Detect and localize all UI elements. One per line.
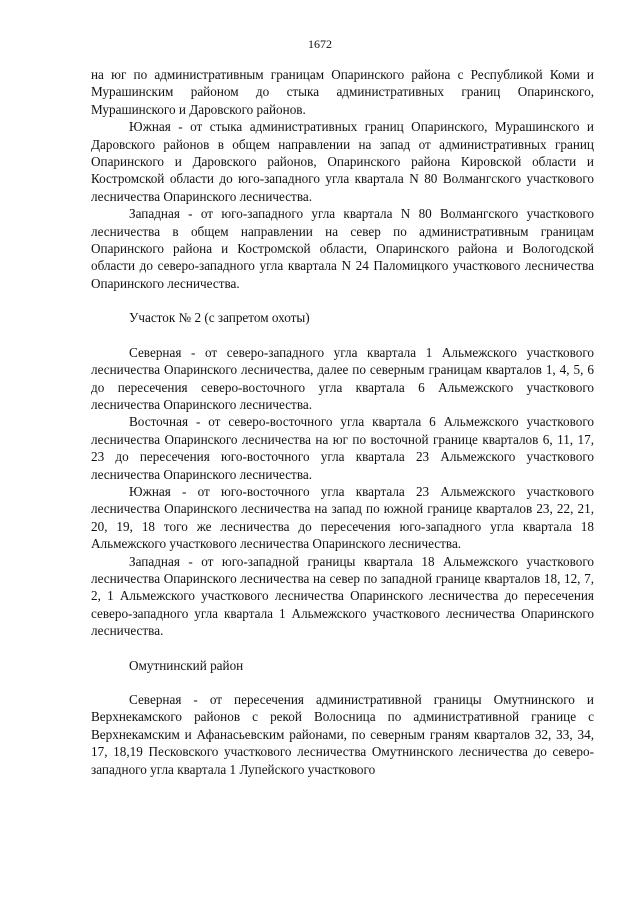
- paragraph-south-boundary: Южная - от юго-восточного угла квартала 23 Альмежского участкового лесничества Опаринского лесничества на запад по южной границе кварталов 23, 22, 21, 20, 19, 18 того же лесничества до пересечения юго-западного угла квартала 18 Альмежского участкового лесничества Опаринского лесничества.: [91, 483, 594, 552]
- paragraph-east-boundary: Восточная - от северо-восточного угла квартала 6 Альмежского участкового лесничества Опаринского лесничества на юг по восточной границе кварталов 6, 11, 17, 23 до пересечения юго-восточного угла квартала 23 Альмежского участкового лесничества Опаринского лесничества.: [91, 414, 594, 482]
- paragraph-north-boundary: Северная - от северо-западного угла квартала 1 Альмежского участкового лесничества Опаринского лесничества, далее по северным границам кварталов 1, 4, 5, 6 до пересечения северо-восточного угла квартала 6 Альмежского участкового лесничества Опаринского лесничества.: [91, 344, 594, 412]
- spacer: [91, 640, 594, 657]
- page-number: 1672: [308, 37, 332, 51]
- spacer: [91, 327, 594, 344]
- spacer: [91, 292, 594, 309]
- document-body: [91, 66, 594, 778]
- spacer: [91, 674, 594, 691]
- paragraph-west-boundary: Западная - от юго-западного угла квартала N 80 Волмангского участкового лесничества в общем направлении на север по административным границам Опаринского района и Костромской области, Опаринского района и Вологодской области до северо-западного угла квартала N 24 Паломицкого участкового лесничества Опаринского лесничества.: [91, 206, 594, 291]
- section-heading-plot-2: Участок № 2 (с запретом охоты): [129, 310, 310, 326]
- paragraph-south-boundary: Южная - от стыка административных границ Опаринского, Мурашинского и Даровского районов в общем направлении на запад от административных границ Опаринского и Даровского районов, Опаринского района Кировской области и Костромской области до юго-западного угла квартала N 80 Волмангского участкового лесничества Опаринского лесничества.: [91, 119, 594, 204]
- paragraph-continuation: на юг по административным границам Опаринского района с Республикой Коми и Мурашинским районом до стыка административных границ Опаринского, Мурашинского и Даровского районов.: [91, 67, 594, 117]
- section-heading-district: Омутнинский район: [129, 657, 244, 673]
- paragraph-west-boundary: Западная - от юго-западной границы квартала 18 Альмежского участкового лесничества Опаринского лесничества на север по западной границе кварталов 18, 12, 7, 2, 1 Альмежского участкового лесничества Опаринского лесничества до пересечения северо-западного угла квартала 1 Альмежского участкового лесничества Опаринского лесничества.: [91, 553, 594, 639]
- paragraph-north-boundary: Северная - от пересечения административной границы Омутнинского и Верхнекамского районов с рекой Волосница по административной границе с Верхнекамским и Афанасьевским районами, по северным граням кварталов 32, 33, 34, 17, 18,19 Песковского участкового лесничества Омутнинского лесничества до северо-западного угла квартала 1 Лупейского участкового: [91, 692, 594, 777]
